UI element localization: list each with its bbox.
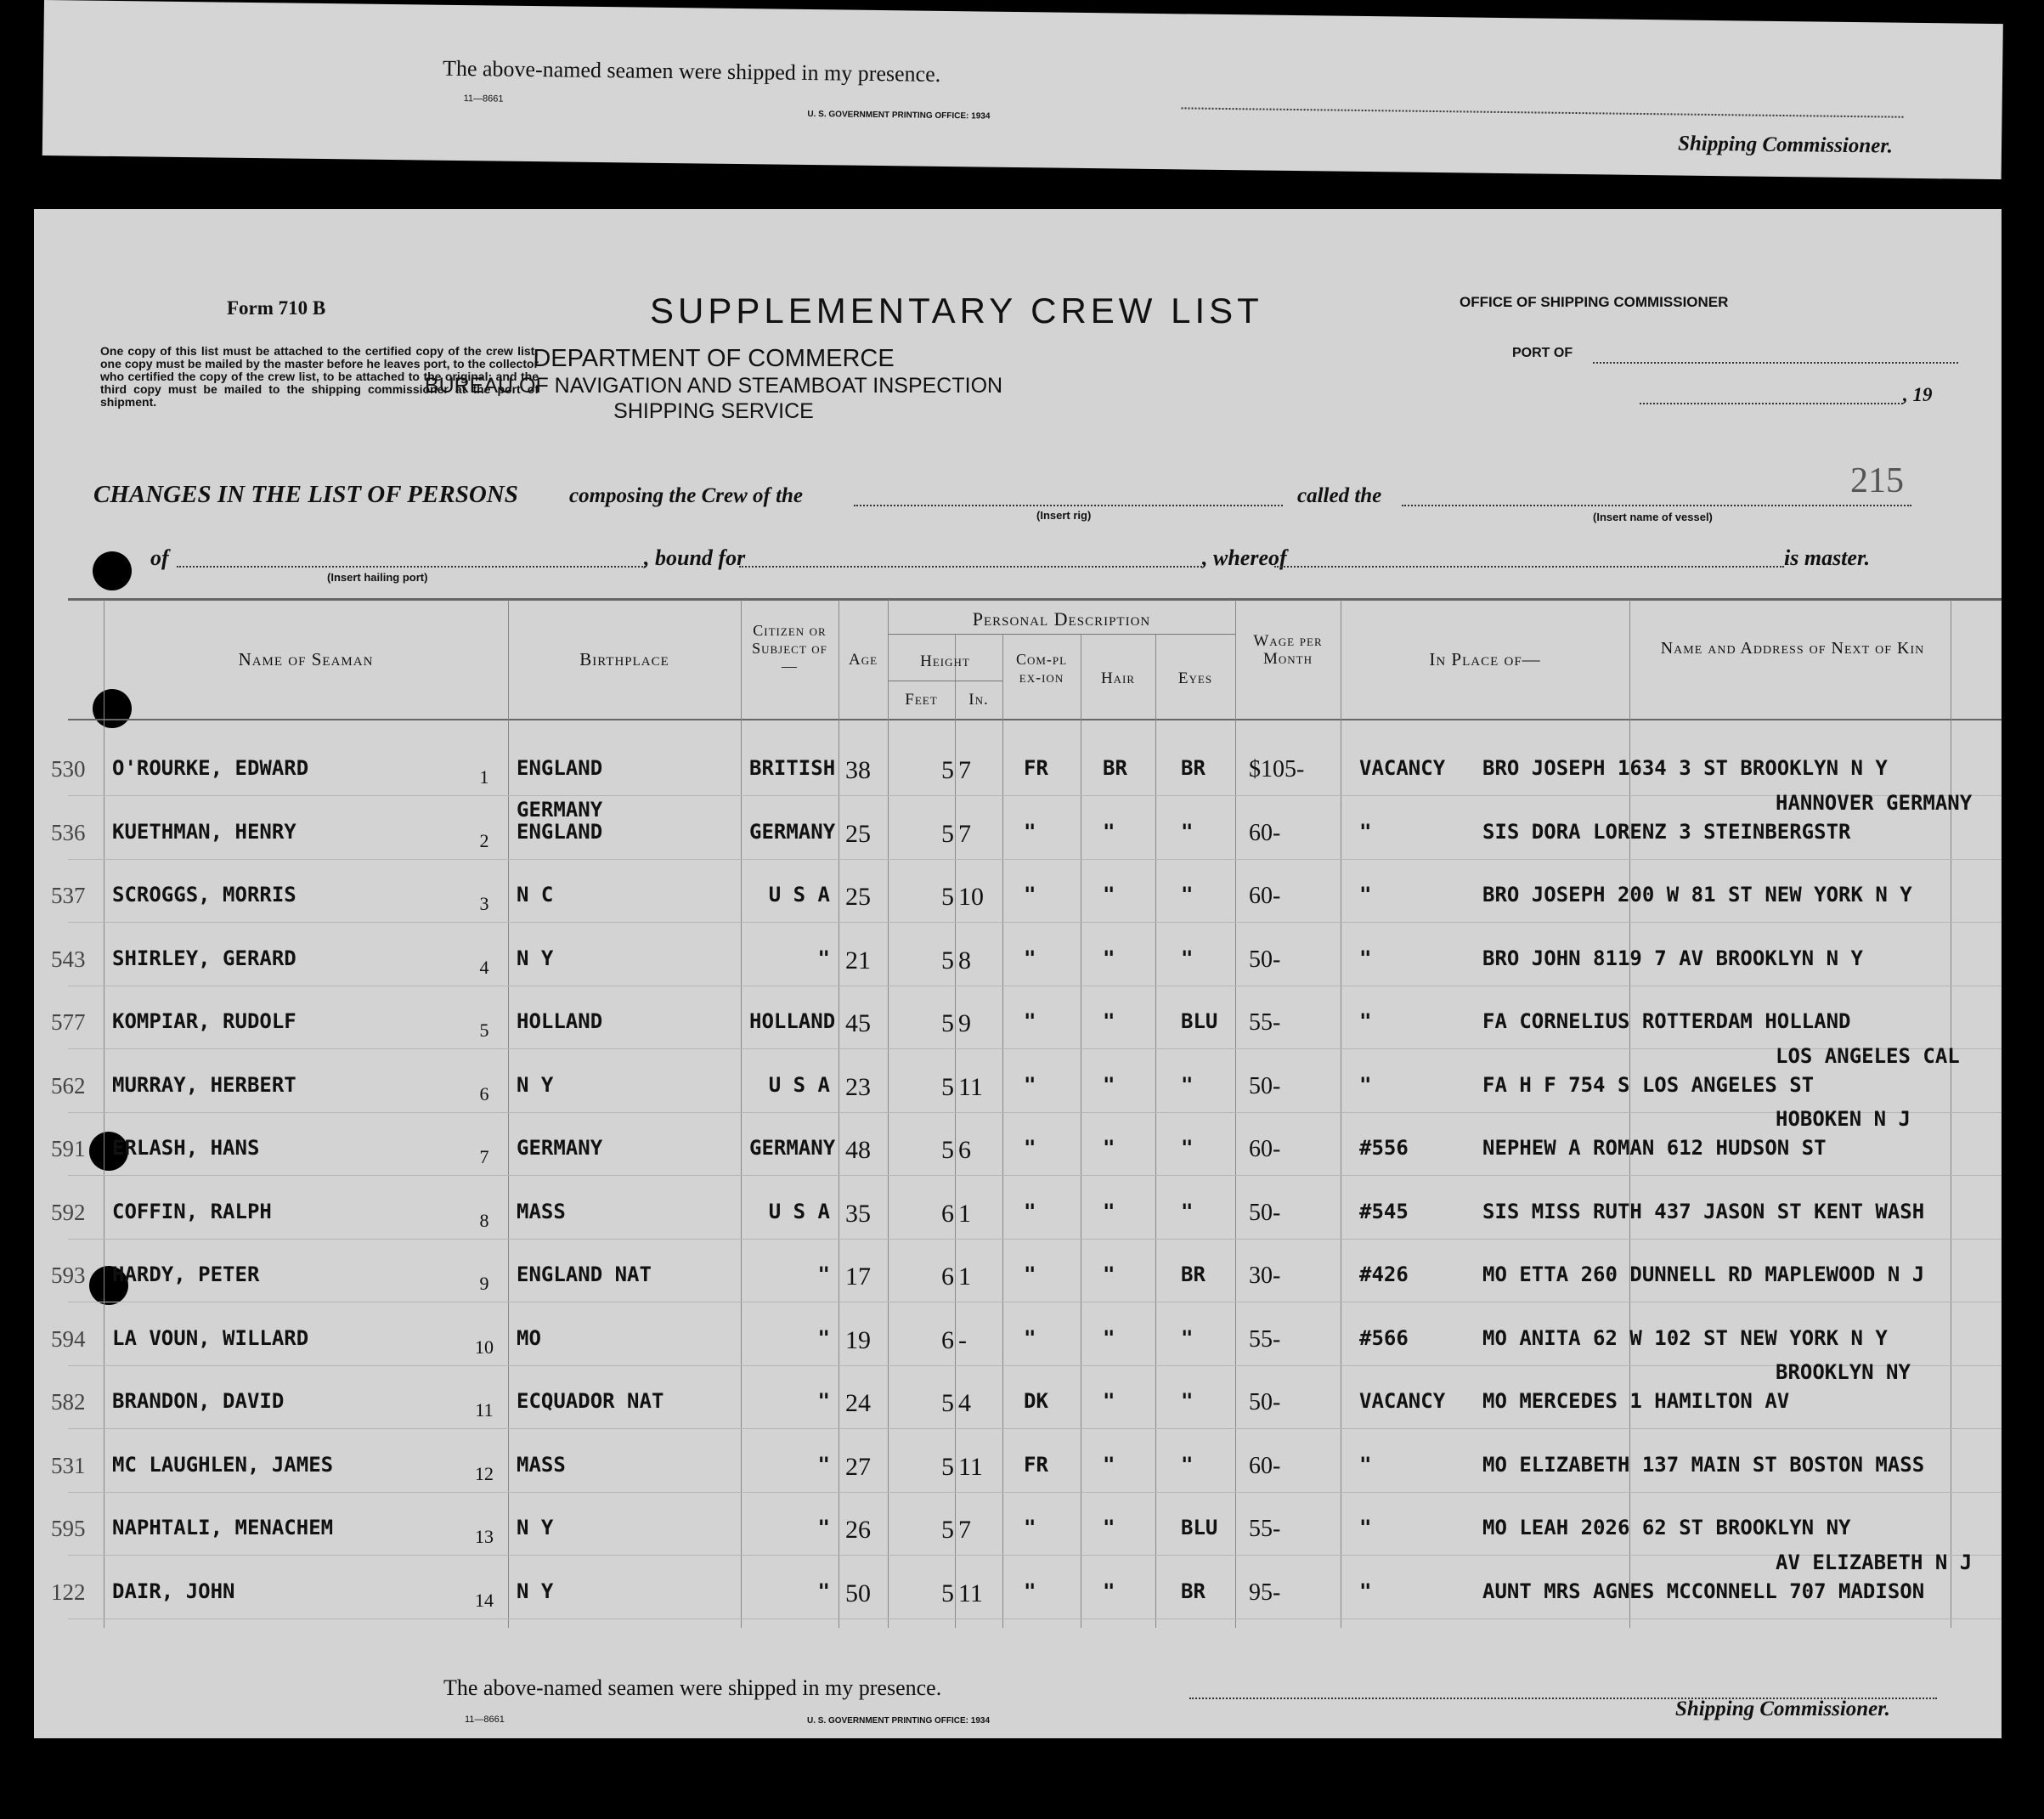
eyes: " (1181, 1136, 1194, 1160)
seaman-name: HARDY, PETER (112, 1263, 260, 1286)
row-rule (68, 1492, 2002, 1493)
office-label: OFFICE OF SHIPPING COMMISSIONER (1460, 294, 1729, 310)
eyes: BR (1181, 756, 1206, 780)
next-of-kin-city: LOS ANGELES CAL (1776, 1044, 1960, 1068)
hair: BR (1103, 756, 1127, 780)
in-place-of: VACANCY (1359, 1389, 1446, 1413)
seaman-name: NAPHTALI, MENACHEM (112, 1516, 334, 1539)
height-inches: 6 (958, 1136, 971, 1164)
printer-imprint: U. S. GOVERNMENT PRINTING OFFICE: 1934 (807, 109, 991, 121)
next-of-kin: AUNT MRS AGNES MCCONNELL 707 MADISON (1482, 1579, 1925, 1603)
row-rule (68, 1365, 2002, 1366)
in-place-of: " (1359, 820, 1372, 844)
wage: 30- (1249, 1263, 1281, 1289)
footer-shipped-statement: The above-named seamen were shipped in my presence. (443, 1675, 942, 1700)
wage: 60- (1249, 1136, 1281, 1162)
row-rule (68, 1428, 2002, 1429)
height-inches: - (958, 1326, 967, 1354)
height-feet: 5 (941, 1389, 954, 1417)
eyes: BLU (1181, 1009, 1218, 1033)
next-of-kin: SIS MISS RUTH 437 JASON ST KENT WASH (1482, 1200, 1925, 1223)
row-index: 11 (475, 1399, 494, 1421)
date-line (1640, 403, 1903, 404)
hair: " (1103, 1326, 1115, 1350)
seaman-name: O'ROURKE, EDWARD (112, 756, 309, 780)
age: 38 (845, 756, 871, 784)
seaman-name: DAIR, JOHN (112, 1579, 235, 1603)
complexion: " (1024, 1516, 1036, 1539)
hair: " (1103, 1009, 1115, 1033)
wage: 50- (1249, 1073, 1281, 1099)
col-age: Age (848, 651, 878, 669)
hair: " (1103, 820, 1115, 844)
height-inches: 7 (958, 756, 971, 784)
book-number: 530 (51, 756, 86, 782)
master-line (1274, 566, 1784, 568)
height-feet: 5 (941, 1136, 954, 1164)
row-rule (68, 1555, 2002, 1556)
seaman-name: SCROGGS, MORRIS (112, 883, 296, 907)
height-feet: 5 (941, 1579, 954, 1607)
age: 27 (845, 1453, 871, 1481)
next-of-kin: BRO JOSEPH 1634 3 ST BROOKLYN N Y (1482, 756, 1888, 780)
age: 50 (845, 1579, 871, 1607)
row-rule (68, 1239, 2002, 1240)
insert-hailing-hint: (Insert hailing port) (327, 571, 428, 584)
in-place-of: " (1359, 883, 1372, 907)
citizen-of: " (817, 1579, 830, 1603)
hair: " (1103, 1073, 1115, 1097)
age: 23 (845, 1073, 871, 1101)
eyes: " (1181, 1073, 1194, 1097)
col-inches: In. (968, 691, 989, 709)
book-number: 582 (51, 1389, 86, 1415)
age: 45 (845, 1009, 871, 1037)
age: 24 (845, 1389, 871, 1417)
complexion: " (1024, 1200, 1036, 1223)
hair: " (1103, 1516, 1115, 1539)
next-of-kin: BRO JOHN 8119 7 AV BROOKLYN N Y (1482, 946, 1863, 970)
birthplace: GERMANY (517, 1136, 603, 1160)
height-feet: 5 (941, 1453, 954, 1481)
commissioner-label: Shipping Commissioner. (1677, 132, 1894, 158)
complexion: " (1024, 1009, 1036, 1033)
citizen-of: U S A (768, 1200, 830, 1223)
height-feet: 6 (941, 1326, 954, 1354)
department: DEPARTMENT OF COMMERCE (533, 345, 895, 372)
complexion: " (1024, 946, 1036, 970)
citizen-of: BRITISH (749, 756, 836, 780)
birthplace: N C (517, 883, 554, 907)
next-of-kin: NEPHEW A ROMAN 612 HUDSON ST (1482, 1136, 1827, 1160)
book-number: 536 (51, 820, 86, 845)
wage: 50- (1249, 1389, 1281, 1415)
called-label: called the (1297, 484, 1382, 507)
col-in-place-of: In Place of— (1429, 649, 1541, 669)
next-of-kin: MO ELIZABETH 137 MAIN ST BOSTON MASS (1482, 1453, 1925, 1477)
book-number: 595 (51, 1516, 86, 1541)
book-number: 577 (51, 1009, 86, 1035)
wage: 55- (1249, 1516, 1281, 1542)
eyes: " (1181, 883, 1194, 907)
birthplace: ECQUADOR NAT (517, 1389, 664, 1413)
next-of-kin: MO ETTA 260 DUNNELL RD MAPLEWOOD N J (1482, 1263, 1925, 1286)
wage: 50- (1249, 1200, 1281, 1226)
age: 26 (845, 1516, 871, 1544)
height-inches: 7 (958, 1516, 971, 1544)
next-of-kin-city: HOBOKEN N J (1776, 1107, 1911, 1131)
height-inches: 8 (958, 946, 971, 974)
footer-form-code: 11—8661 (465, 1714, 505, 1725)
col-height: Height (920, 652, 970, 670)
crew-list-sheet (34, 209, 2002, 1738)
sheet-number: 215 (1850, 461, 1904, 500)
header-bottom-rule (68, 719, 2002, 720)
col-birthplace: Birthplace (579, 649, 669, 669)
composing-label: composing the Crew of the (569, 484, 804, 507)
col-wage: Wage per Month (1253, 632, 1323, 668)
height-inches: 9 (958, 1009, 971, 1037)
wage: 95- (1249, 1579, 1281, 1606)
age: 48 (845, 1136, 871, 1164)
wage: 60- (1249, 883, 1281, 909)
row-rule (68, 1048, 2002, 1049)
eyes: " (1181, 1326, 1194, 1350)
next-of-kin: MO ANITA 62 W 102 ST NEW YORK N Y (1482, 1326, 1888, 1350)
seaman-name: ERLASH, HANS (112, 1136, 260, 1160)
complexion: FR (1024, 756, 1048, 780)
row-index: 12 (475, 1463, 494, 1484)
row-index: 3 (479, 893, 489, 914)
row-index: 13 (475, 1526, 494, 1547)
bureau: BUREAU OF NAVIGATION AND STEAMBOAT INSPECTION (424, 374, 1003, 398)
signature-line (1182, 107, 1904, 117)
row-index: 14 (475, 1590, 494, 1611)
form-number: Form 710 B (227, 297, 326, 319)
birthplace: N Y (517, 1073, 554, 1097)
footer-commissioner-label: Shipping Commissioner. (1675, 1698, 1890, 1720)
birthplace: N Y (517, 1516, 554, 1539)
in-place-of: " (1359, 1453, 1372, 1477)
age: 21 (845, 946, 871, 974)
complexion: " (1024, 1326, 1036, 1350)
hair: " (1103, 1579, 1115, 1603)
complexion: " (1024, 1136, 1036, 1160)
wage: 60- (1249, 820, 1281, 846)
col-name-of-seaman: Name of Seaman (238, 649, 374, 669)
citizen-of: U S A (768, 883, 830, 907)
seaman-name: BRANDON, DAVID (112, 1389, 285, 1413)
complexion: " (1024, 820, 1036, 844)
height-feet: 5 (941, 1009, 954, 1037)
bound-for-label: , bound for (644, 545, 746, 570)
eyes: " (1181, 1200, 1194, 1223)
row-index: 5 (479, 1020, 489, 1041)
form-code: 11—8661 (463, 93, 504, 105)
eyes: " (1181, 1389, 1194, 1413)
complexion: DK (1024, 1389, 1048, 1413)
birthplace: MO (517, 1326, 541, 1350)
wage: $105- (1249, 756, 1305, 782)
hailing-port-line (177, 566, 646, 568)
citizen-of: " (817, 1326, 830, 1350)
next-of-kin: BRO JOSEPH 200 W 81 ST NEW YORK N Y (1482, 883, 1912, 907)
eyes: " (1181, 946, 1194, 970)
citizen-of: " (817, 1516, 830, 1539)
citizen-of: GERMANY (749, 820, 836, 844)
complexion: " (1024, 1579, 1036, 1603)
row-rule (68, 922, 2002, 923)
seaman-name: KOMPIAR, RUDOLF (112, 1009, 296, 1033)
in-place-of: VACANCY (1359, 756, 1446, 780)
book-number: 543 (51, 946, 86, 972)
row-rule (68, 1112, 2002, 1113)
age: 25 (845, 883, 871, 911)
in-place-of: #556 (1359, 1136, 1409, 1160)
complexion: " (1024, 1263, 1036, 1286)
citizen-of: " (817, 1263, 830, 1286)
punch-hole (93, 689, 132, 728)
in-place-of: " (1359, 1009, 1372, 1033)
age: 19 (845, 1326, 871, 1354)
in-place-of: " (1359, 1579, 1372, 1603)
in-place-of: #545 (1359, 1200, 1409, 1223)
citizen-of: HOLLAND (749, 1009, 836, 1033)
height-feet: 5 (941, 946, 954, 974)
row-index: 1 (479, 766, 489, 788)
book-number: 531 (51, 1453, 86, 1478)
book-number: 537 (51, 883, 86, 908)
eyes: " (1181, 1453, 1194, 1477)
col-feet: Feet (905, 691, 938, 709)
changes-heading: CHANGES IN THE LIST OF PERSONS (93, 481, 518, 508)
eyes: " (1181, 820, 1194, 844)
in-place-of: #566 (1359, 1326, 1409, 1350)
col-citizen: Citizen or Subject of— (752, 622, 827, 675)
birthplace: HOLLAND (517, 1009, 603, 1033)
row-rule (68, 1618, 2002, 1619)
citizen-of: " (817, 946, 830, 970)
book-number: 122 (51, 1579, 86, 1605)
birthplace: N Y (517, 946, 554, 970)
age: 25 (845, 820, 871, 848)
hair: " (1103, 1389, 1115, 1413)
is-master-label: is master. (1784, 545, 1871, 570)
insert-rig-hint: (Insert rig) (1036, 509, 1092, 522)
row-rule (68, 1175, 2002, 1176)
instructions: One copy of this list must be attached to the certified copy of the crew list; one copy must be mailed by the master before he leaves port, to the collector who certified the copy of the crew list, to be attached to the original; and the third copy must be mailed to the shipping commissioner at the port of shipment. (100, 344, 539, 409)
seaman-name: COFFIN, RALPH (112, 1200, 272, 1223)
next-of-kin: FA CORNELIUS ROTTERDAM HOLLAND (1482, 1009, 1851, 1033)
row-index: 10 (475, 1336, 494, 1358)
hair: " (1103, 1453, 1115, 1477)
row-index: 2 (479, 830, 489, 851)
height-inches: 10 (958, 883, 984, 911)
seaman-name: MC LAUGHLEN, JAMES (112, 1453, 334, 1477)
year-label: , 19 (1903, 384, 1933, 405)
insert-vessel-hint: (Insert name of vessel) (1593, 511, 1713, 523)
in-place-of: #426 (1359, 1263, 1409, 1286)
col-eyes: Eyes (1177, 669, 1213, 687)
row-index: 4 (479, 957, 489, 978)
footer-printer-imprint: U. S. GOVERNMENT PRINTING OFFICE: 1934 (807, 1716, 991, 1726)
hair: " (1103, 883, 1115, 907)
col-complexion: Com-plex-ion (1015, 651, 1068, 686)
in-place-of: " (1359, 946, 1372, 970)
wage: 55- (1249, 1326, 1281, 1353)
height-feet: 5 (941, 1073, 954, 1101)
height-inches: 4 (958, 1389, 971, 1417)
height-inches: 1 (958, 1200, 971, 1228)
in-place-of: " (1359, 1073, 1372, 1097)
previous-page-strip (42, 0, 2003, 179)
hair: " (1103, 1136, 1115, 1160)
hair: " (1103, 1263, 1115, 1286)
seaman-name: LA VOUN, WILLARD (112, 1326, 309, 1350)
next-of-kin: SIS DORA LORENZ 3 STEINBERGSTR (1482, 820, 1851, 844)
citizen-of: GERMANY (749, 1136, 836, 1160)
punch-hole (93, 551, 132, 590)
service: SHIPPING SERVICE (613, 399, 814, 423)
height-feet: 5 (941, 883, 954, 911)
vessel-line (1402, 505, 1911, 506)
citizen-of: U S A (768, 1073, 830, 1097)
seaman-name: SHIRLEY, GERARD (112, 946, 296, 970)
next-of-kin: MO MERCEDES 1 HAMILTON AV (1482, 1389, 1790, 1413)
birthplace: ENGLAND (517, 756, 603, 780)
birthplace: MASS (517, 1200, 566, 1223)
seaman-name: MURRAY, HERBERT (112, 1073, 296, 1097)
wage: 55- (1249, 1009, 1281, 1036)
next-of-kin: MO LEAH 2026 62 ST BROOKLYN NY (1482, 1516, 1851, 1539)
row-index: 6 (479, 1083, 489, 1104)
height-feet: 6 (941, 1200, 954, 1228)
complexion: " (1024, 883, 1036, 907)
wage: 60- (1249, 1453, 1281, 1479)
height-inches: 11 (958, 1453, 983, 1481)
height-feet: 5 (941, 756, 954, 784)
whereof-label: , whereof (1202, 545, 1287, 570)
height-inches: 1 (958, 1263, 971, 1291)
wage: 50- (1249, 946, 1281, 973)
in-place-of: " (1359, 1516, 1372, 1539)
book-number: 562 (51, 1073, 86, 1099)
port-line (1593, 362, 1958, 364)
birthplace: N Y (517, 1579, 554, 1603)
eyes: BR (1181, 1263, 1206, 1286)
row-index: 8 (479, 1210, 489, 1231)
bound-for-line (739, 566, 1202, 568)
book-number: 593 (51, 1263, 86, 1288)
hair: " (1103, 1200, 1115, 1223)
age: 17 (845, 1263, 871, 1291)
form-title: SUPPLEMENTARY CREW LIST (650, 291, 1263, 330)
age: 35 (845, 1200, 871, 1228)
height-inches: 7 (958, 820, 971, 848)
row-rule (68, 795, 2002, 796)
birthplace: ENGLAND NAT (517, 1263, 652, 1286)
height-feet: 5 (941, 1516, 954, 1544)
col-personal-description: Personal Description (972, 608, 1151, 630)
book-number: 594 (51, 1326, 86, 1352)
book-number: 592 (51, 1200, 86, 1225)
row-rule (68, 859, 2002, 860)
row-index: 9 (479, 1273, 489, 1294)
shipped-statement: The above-named seamen were shipped in my presence. (442, 55, 941, 87)
rig-line (854, 505, 1283, 506)
next-of-kin: FA H F 754 S LOS ANGELES ST (1482, 1073, 1815, 1097)
col-next-of-kin: Name and Address of Next of Kin (1660, 639, 1925, 658)
complexion: " (1024, 1073, 1036, 1097)
birthplace-correction: GERMANY (517, 798, 603, 822)
col-hair: Hair (1100, 669, 1136, 687)
citizen-of: " (817, 1389, 830, 1413)
birthplace: ENGLAND (517, 820, 603, 844)
citizen-of: " (817, 1453, 830, 1477)
birthplace: MASS (517, 1453, 566, 1477)
of-label: of (150, 545, 169, 570)
eyes: BR (1181, 1579, 1206, 1603)
height-inches: 11 (958, 1579, 983, 1607)
hair: " (1103, 946, 1115, 970)
next-of-kin-city: BROOKLYN NY (1776, 1360, 1911, 1384)
height-feet: 6 (941, 1263, 954, 1291)
next-of-kin-city: AV ELIZABETH N J (1776, 1551, 1973, 1574)
eyes: BLU (1181, 1516, 1218, 1539)
port-of-label: PORT OF (1512, 346, 1573, 360)
height-feet: 5 (941, 820, 954, 848)
book-number: 591 (51, 1136, 86, 1161)
table-top-rule (68, 598, 2002, 601)
complexion: FR (1024, 1453, 1048, 1477)
next-of-kin-city: HANNOVER GERMANY (1776, 791, 1973, 815)
height-inches: 11 (958, 1073, 983, 1101)
seaman-name: KUETHMAN, HENRY (112, 820, 296, 844)
row-index: 7 (479, 1146, 489, 1167)
